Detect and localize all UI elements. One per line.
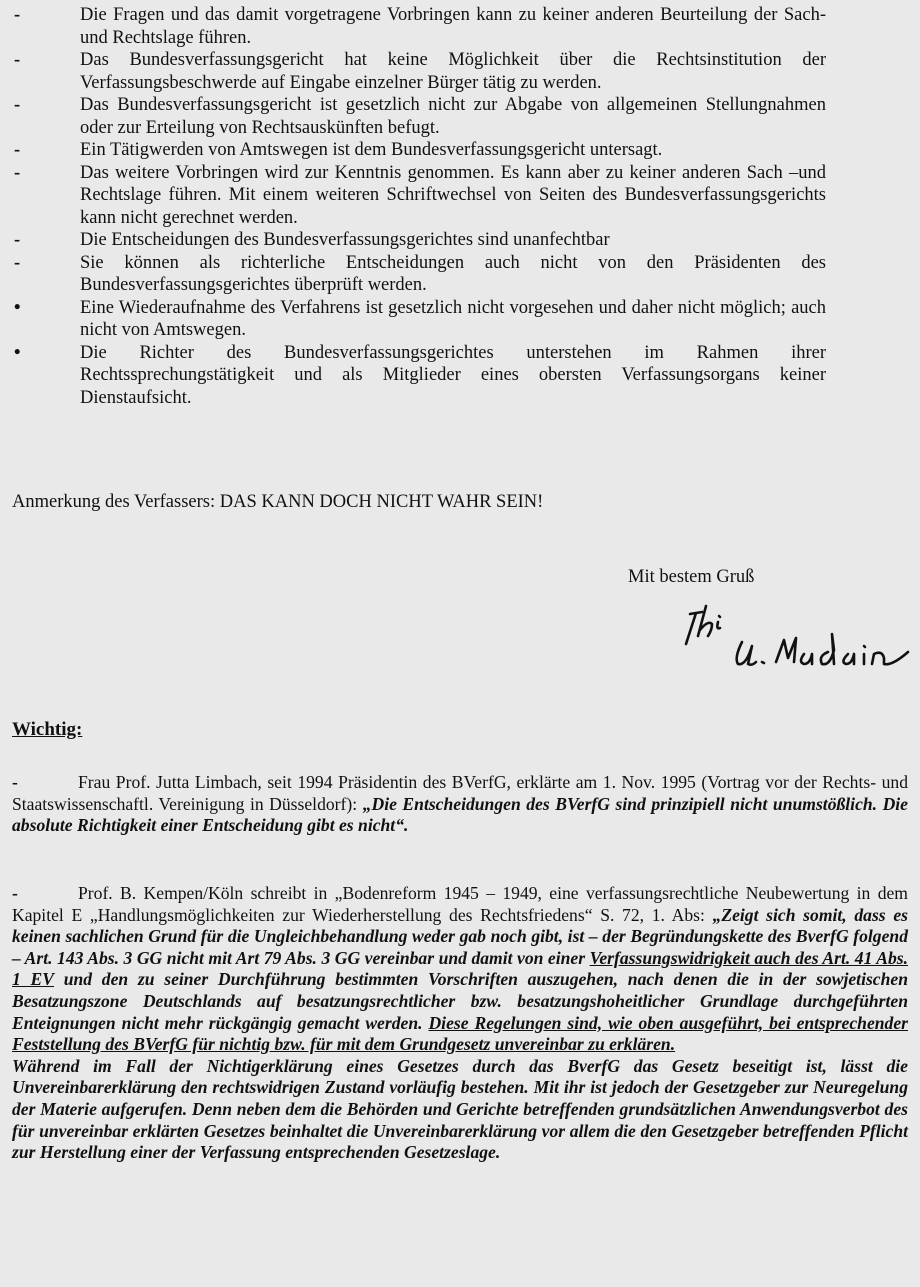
- bullet-text: Das weitere Vorbringen wird zur Kenntnis genommen. Es kann aber zu keiner anderen Sach –und Rechtslage führen. Mit einem weiteren Schriftwechsel von Seiten des Bundesverfassungsgerichts kann nicht gerechnet werden.: [80, 162, 826, 228]
- quote-underlined-text: Verfassungswidrigkeit auch des Art. 41 Abs. 1 EV: [12, 947, 908, 990]
- quote-paragraph-kempen: [12, 883, 908, 1164]
- bullet-text: Eine Wiederaufnahme des Verfahrens ist gesetzlich nicht vorgesehen und daher nicht möglich; auch nicht von Amtswegen.: [80, 297, 826, 340]
- quote-text: „Die Entscheidungen des BVerfG sind prinzipiell nicht unumstößlich. Die absolute Richtigkeit einer Entscheidung gibt es nicht“.: [12, 793, 908, 836]
- bullet-marker: •: [14, 297, 21, 318]
- bullet-marker: -: [14, 252, 21, 273]
- bullet-list: [8, 4, 908, 409]
- quote-text: und den zu seiner Durchführung bestimmten Vorschriften auszugehen, nach denen die in der sowjetischen Besatzungszone Deutschlands auf besatzungsrechtlicher bzw. besatzungshoheitlicher Grundlage durchgeführten Enteignungen nicht mehr rückgängig gemacht werden.: [12, 969, 908, 1033]
- quote-underlined-text: Diese Regelungen sind, wie oben ausgeführt, bei entsprechender Feststellung des BVerfG für nichtig bzw. für mit dem Grundgesetz unvereinbar zu erklären.: [12, 1012, 908, 1055]
- author-note: Anmerkung des Verfassers: DAS KANN DOCH NICHT WAHR SEIN!: [12, 492, 544, 512]
- bullet-marker: -: [14, 162, 21, 183]
- list-item: [8, 297, 908, 342]
- signature: [672, 592, 920, 672]
- paragraph-intro: Frau Prof. Jutta Limbach, seit 1994 Präsidentin des BVerfG, erklärte am 1. Nov. 1995 (Vortrag vor der Rechts- und Staatswissenschaftl. Vereinigung in Düsseldorf):: [12, 772, 908, 814]
- list-item: [8, 94, 908, 139]
- bullet-text: Das Bundesverfassungsgericht ist gesetzlich nicht zur Abgabe von allgemeinen Stellungnahmen oder zur Erteilung von Rechtsauskünften befugt.: [80, 95, 826, 138]
- list-item: [8, 162, 908, 230]
- bullet-text: Die Richter des Bundesverfassungsgerichtes unterstehen im Rahmen ihrer Rechtssprechungstätigkeit und als Mitglieder eines obersten Verfassungsorgans keiner Dienstaufsicht.: [80, 342, 826, 408]
- bullet-text: Die Entscheidungen des Bundesverfassungsgerichtes sind unanfechtbar: [80, 230, 610, 250]
- dash-marker: -: [12, 883, 18, 903]
- bullet-marker: -: [14, 95, 21, 115]
- dash-marker: -: [12, 772, 18, 792]
- list-item: [8, 252, 908, 297]
- quote-text: Während im Fall der Nichtigerklärung eines Gesetzes durch das BverfG das Gesetz beseitigt ist, lässt die Unvereinbarerklärung den rechtswidrigen Zustand vorläufig bestehen. Mit ihr ist jedoch der Gesetzgeber zur Neuregelung der Materie aufgerufen. Denn neben dem die Behörden und Gerichte betreffenden grundsätzlichen Anwendungsverbot des für unvereinbar erklärten Gesetzes beinhaltet die Unvereinbarerklärung vor allem die den Gesetzgeber betreffenden Pflicht zur Herstellung einer der Verfassung entsprechenden Gesetzeslage.: [12, 1055, 908, 1163]
- paragraph-intro: Prof. B. Kempen/Köln schreibt in „Bodenreform 1945 – 1949, eine verfassungsrechtliche Neubewertung in dem Kapitel E „Handlungsmöglichkeiten zur Wiederherstellung des Rechtsfriedens“ S. 72, 1. Abs:: [12, 883, 908, 925]
- bullet-text: Die Fragen und das damit vorgetragene Vorbringen kann zu keiner anderen Beurteilung der Sach- und Rechtslage führen.: [80, 5, 826, 48]
- bullet-text: Das Bundesverfassungsgericht hat keine Möglichkeit über die Rechtsinstitution der Verfassungsbeschwerde auf Eingabe einzelner Bürger tätig zu werden.: [80, 50, 826, 93]
- bullet-text: Ein Tätigwerden von Amtswegen ist dem Bundesverfassungsgericht untersagt.: [80, 140, 663, 160]
- bullet-marker: -: [14, 230, 21, 250]
- quote-text: „Zeigt sich somit, dass es keinen sachlichen Grund für die Ungleichbehandlung weder gab noch gibt, ist – der Begründungskette des BverfG folgend – Art. 143 Abs. 3 GG nicht mit Art 79 Abs. 3 GG vereinbar und damit von einer: [12, 904, 908, 968]
- list-item: [8, 139, 908, 162]
- bullet-marker: -: [14, 140, 21, 160]
- list-item: [8, 4, 908, 49]
- closing-greeting: Mit bestem Gruß: [628, 567, 755, 587]
- quote-paragraph-limbach: [12, 772, 908, 837]
- section-heading: Wichtig:: [12, 719, 83, 740]
- list-item: [8, 342, 908, 410]
- bullet-marker: •: [14, 342, 21, 363]
- bullet-text: Sie können als richterliche Entscheidungen auch nicht von den Präsidenten des Bundesverfassungsgerichtes überprüft werden.: [80, 252, 826, 295]
- bullet-marker: -: [14, 50, 21, 70]
- list-item: [8, 229, 908, 252]
- list-item: [8, 49, 908, 94]
- bullet-marker: -: [14, 5, 21, 25]
